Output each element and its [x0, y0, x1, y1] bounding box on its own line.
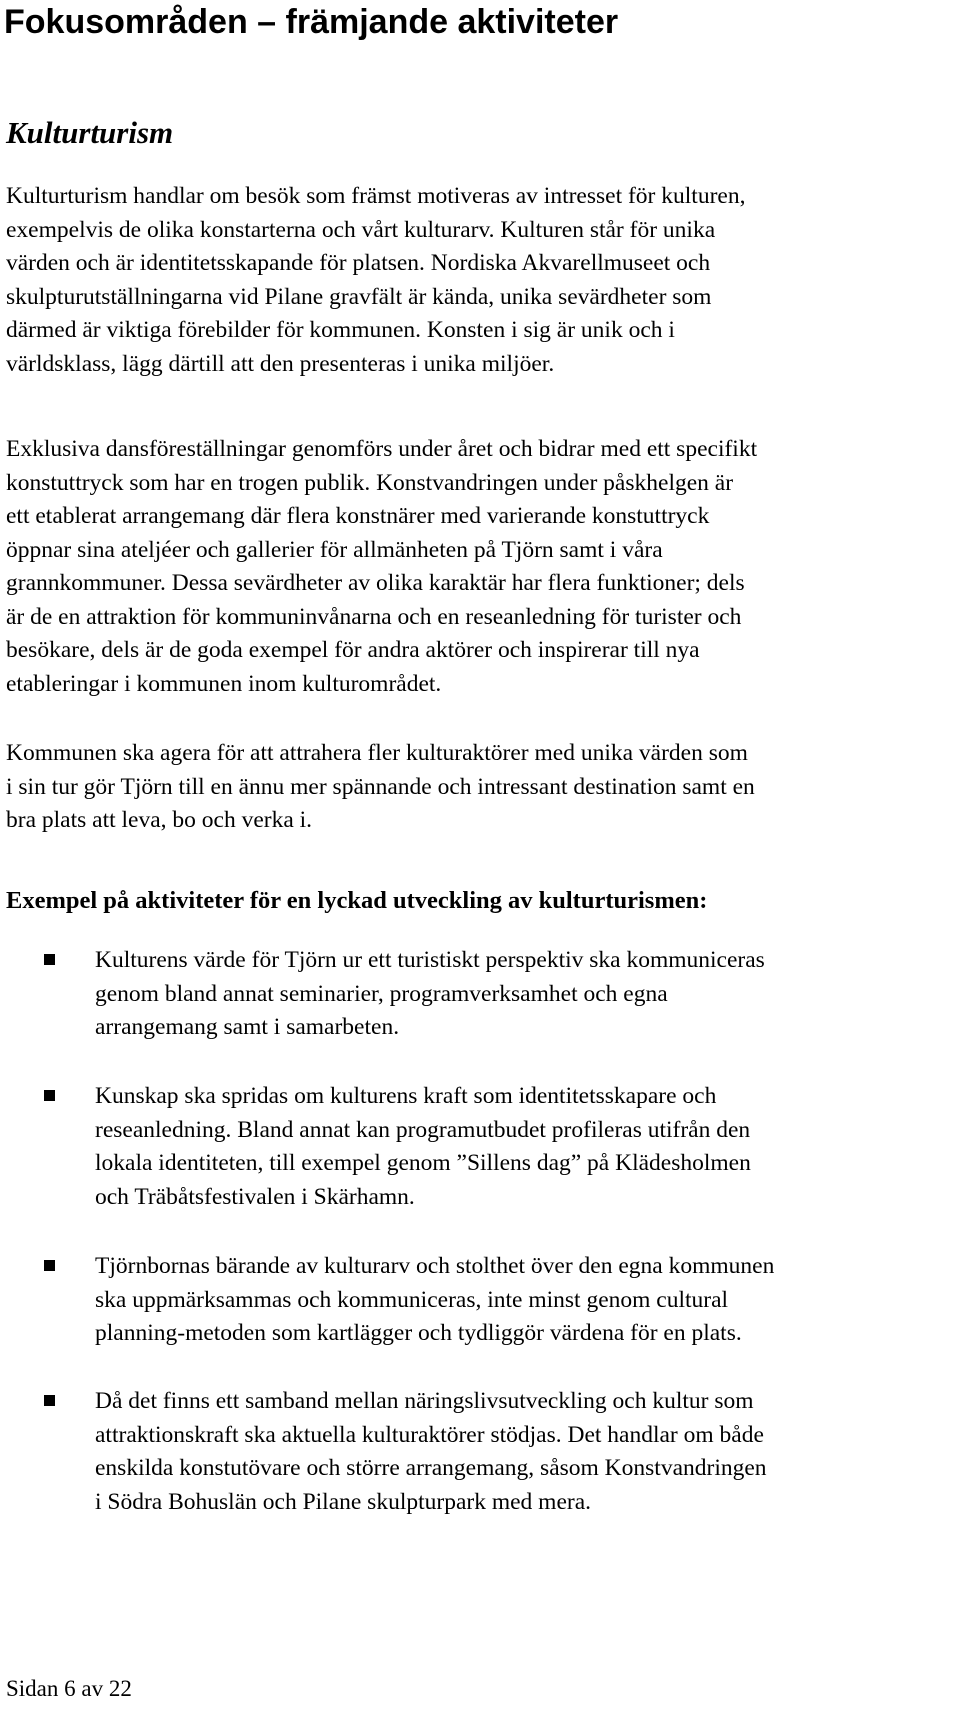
square-bullet-icon — [44, 954, 55, 965]
text-line: Kulturens värde för Tjörn ur ett turistiskt perspektiv ska kommuniceras — [95, 947, 765, 973]
text-line: i sin tur gör Tjörn till en ännu mer spännande och intressant destination samt en — [6, 773, 755, 800]
page-number: Sidan 6 av 22 — [6, 1676, 132, 1701]
text-line: konstuttryck som har en trogen publik. Konstvandringen under påskhelgen är — [6, 469, 734, 496]
paragraph-intro — [6, 180, 952, 381]
text-line: och Träbåtsfestivalen i Skärhamn. — [95, 1183, 415, 1210]
paragraph-municipality — [6, 737, 952, 838]
text-line: världsklass, lägg därtill att den presenteras i unika miljöer. — [6, 350, 555, 377]
text-line: skulpturutställningarna vid Pilane gravfält är kända, unika sevärdheter som — [6, 283, 712, 310]
list-item-text — [95, 1080, 955, 1214]
text-line: därmed är viktiga förebilder för kommunen. Konsten i sig är unik och i — [6, 317, 675, 343]
page-title: Fokusområden – främjande aktiviteter — [4, 3, 619, 41]
text-line: värden och är identitetsskapande för platsen. Nordiska Akvarellmuseet och — [6, 250, 711, 276]
section-heading: Kulturturism — [6, 115, 174, 150]
text-line: i Södra Bohuslän och Pilane skulpturpark med mera. — [95, 1488, 592, 1515]
text-line: Kulturturism handlar om besök som främst motiveras av intresset för kulturen, — [6, 183, 746, 209]
text-line: Kunskap ska spridas om kulturens kraft som identitetsskapare och — [95, 1083, 717, 1109]
activities-heading: Exempel på aktiviteter för en lyckad utveckling av kulturturismen: — [6, 887, 708, 914]
list-item-text — [95, 944, 955, 1045]
text-line: reseanledning. Bland annat kan programutbudet profileras utifrån den — [95, 1116, 751, 1143]
list-item-text — [95, 1385, 955, 1519]
text-line: exempelvis de olika konstarterna och vårt kulturarv. Kulturen står för unika — [6, 216, 716, 243]
text-line: genom bland annat seminarier, programverksamhet och egna — [95, 980, 668, 1007]
text-line: bra plats att leva, bo och verka i. — [6, 807, 313, 833]
square-bullet-icon — [44, 1090, 55, 1101]
text-line: attraktionskraft ska aktuella kulturaktörer stödjas. Det handlar om både — [95, 1421, 764, 1448]
text-line: planning-metoden som kartlägger och tydliggör värdena för en plats. — [95, 1320, 742, 1346]
text-line: Tjörnbornas bärande av kulturarv och stolthet över den egna kommunen — [95, 1253, 775, 1279]
text-line: grannkommuner. Dessa sevärdheter av olika karaktär har flera funktioner; dels — [6, 570, 745, 596]
text-line: etableringar i kommunen inom kulturområdet. — [6, 670, 442, 697]
square-bullet-icon — [44, 1395, 55, 1406]
text-line: öppnar sina ateljéer och gallerier för allmänheten på Tjörn samt i våra — [6, 536, 663, 563]
text-line: ett etablerat arrangemang där flera konstnärer med varierande konstuttryck — [6, 503, 710, 529]
text-line: Exklusiva dansföreställningar genomförs under året och bidrar med ett specifikt — [6, 436, 758, 462]
text-line: Kommunen ska agera för att attrahera fler kulturaktörer med unika värden som — [6, 740, 748, 766]
text-line: arrangemang samt i samarbeten. — [95, 1014, 400, 1040]
list-item-text — [95, 1250, 955, 1351]
text-line: besökare, dels är de goda exempel för andra aktörer och inspirerar till nya — [6, 637, 700, 663]
text-line: enskilda konstutövare och större arrangemang, såsom Konstvandringen — [95, 1455, 767, 1481]
text-line: Då det finns ett samband mellan näringslivsutveckling och kultur som — [95, 1388, 754, 1414]
paragraph-events — [6, 433, 952, 701]
square-bullet-icon — [44, 1260, 55, 1271]
text-line: är de en attraktion för kommuninvånarna och en reseanledning för turister och — [6, 603, 742, 630]
text-line: ska uppmärksammas och kommuniceras, inte minst genom cultural — [95, 1286, 729, 1313]
text-line: lokala identiteten, till exempel genom ”Sillens dag” på Klädesholmen — [95, 1150, 751, 1176]
